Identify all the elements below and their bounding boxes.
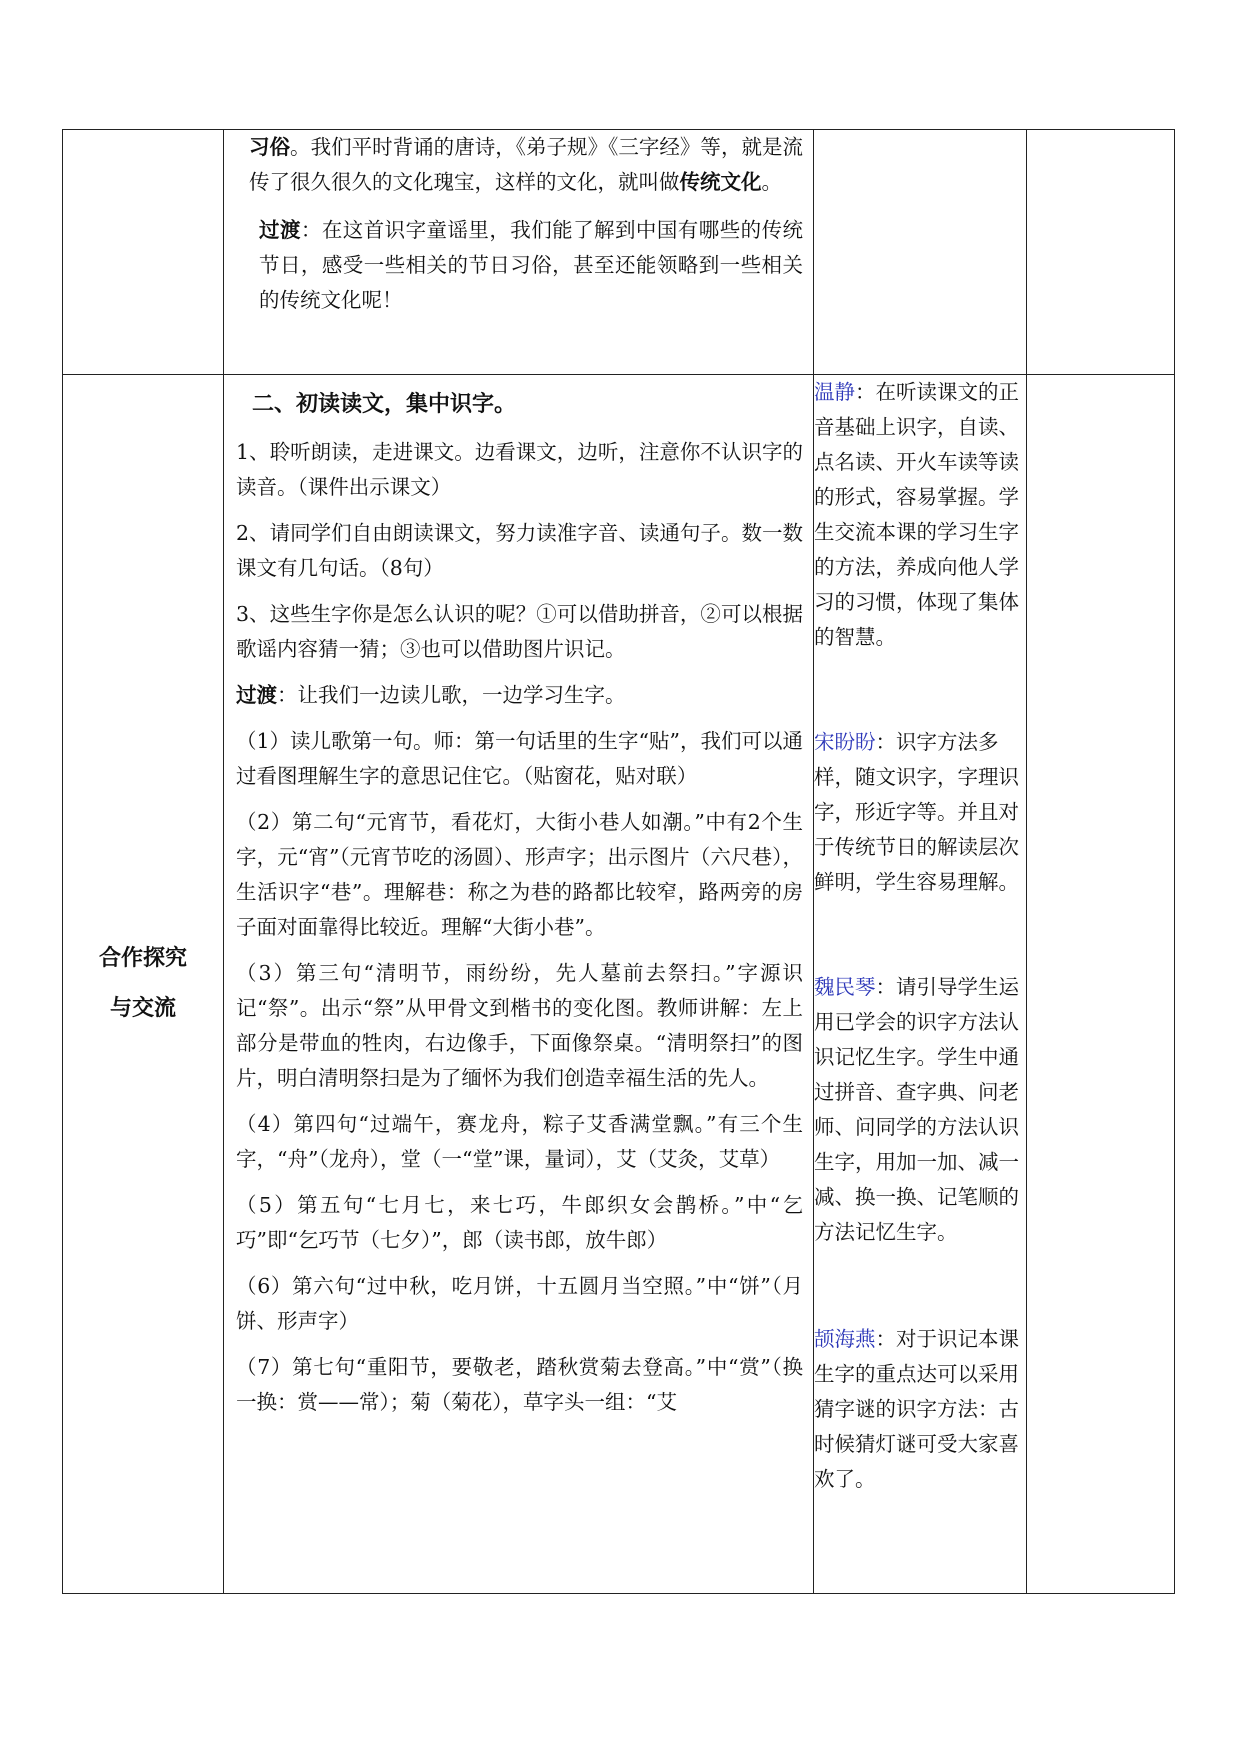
label-cell-empty xyxy=(63,130,224,375)
lesson-plan-table xyxy=(62,129,1175,1594)
sentence-item: （2）第二句“元宵节，看花灯，大街小巷人如潮。”中有2个生字，元“宵”（元宵节吃的汤圆）、形声字；出示图片（六尺巷），生活识字“巷”。理解巷：称之为巷的路都比较窄，路两旁的房子面对面靠得比较近。理解“大街小巷”。 xyxy=(236,810,803,939)
transition-paragraph xyxy=(236,678,803,713)
section-label-cell xyxy=(63,375,224,1594)
sentence-item: （6）第六句“过中秋，吃月饼，十五圆月当空照。”中“饼”（月饼、形声字） xyxy=(236,1274,803,1333)
bold-term: 习俗 xyxy=(249,135,291,159)
comment-cell-empty xyxy=(814,130,1027,375)
comment xyxy=(814,1322,1026,1497)
comment xyxy=(814,970,1026,1250)
transition-text: ：在这首识字童谣里，我们能了解到中国有哪些的传统节日，感受一些相关的节日习俗，甚至还能领略到一些相关的传统文化呢！ xyxy=(259,218,804,312)
comment-text: ：对于识记本课生字的重点达可以采用猜字谜的识字方法：古时候猜灯谜可受大家喜欢了。 xyxy=(814,1327,1019,1491)
content-cell xyxy=(224,130,814,375)
extra-cell-empty xyxy=(1027,130,1175,375)
list-item: 2、请同学们自由朗读课文，努力读准字音、读通句子。数一数课文有几句话。（8句） xyxy=(236,521,803,580)
sentence-item: （4）第四句“过端午，赛龙舟，粽子艾香满堂飘。”有三个生字，“舟”（龙舟），堂（一“堂”课，量词），艾（艾灸，艾草） xyxy=(236,1112,803,1171)
commenter-name: 颉海燕 xyxy=(814,1327,876,1351)
commenter-name: 魏民琴 xyxy=(814,975,876,999)
section-label-line2: 与交流 xyxy=(109,996,176,1021)
comment xyxy=(814,375,1026,655)
content-cell xyxy=(224,375,814,1594)
section-label-line1: 合作探究 xyxy=(98,946,187,971)
list-item: 3、这些生字你是怎么认识的呢？①可以借助拼音，②可以根据歌谣内容猜一猜；③也可以借助图片识记。 xyxy=(236,602,803,661)
table-row xyxy=(63,375,1175,1594)
comment xyxy=(814,725,1026,900)
sentence-item: （7）第七句“重阳节，要敬老，踏秋赏菊去登高。”中“赏”（换一换：赏——常）；菊（菊花），草字头一组：“艾 xyxy=(236,1355,803,1414)
paragraph-tail: 。 xyxy=(761,170,782,194)
transition-paragraph xyxy=(249,213,803,318)
comment-cell xyxy=(814,375,1027,1594)
comment-text: ：在听读课文的正音基础上识字，自读、点名读、开火车读等读的形式，容易掌握。学生交流本课的学习生字的方法，养成向他人学习的习惯，体现了集体的智慧。 xyxy=(814,380,1019,649)
sentence-item: （1）读儿歌第一句。师：第一句话里的生字“贴”，我们可以通过看图理解生字的意思记住它。（贴窗花，贴对联） xyxy=(236,729,804,788)
table-row xyxy=(63,130,1175,375)
list-item: 1、聆听朗读，走进课文。边看课文，边听，注意你不认识字的读音。（课件出示课文） xyxy=(236,440,803,499)
sentence-item: （5）第五句“七月七，来七巧，牛郎织女会鹊桥。”中“乞巧”即“乞巧节（七夕）”，郎（读书郎，放牛郎） xyxy=(236,1193,803,1252)
transition-text: ：让我们一边读儿歌，一边学习生字。 xyxy=(277,683,626,707)
extra-cell-empty xyxy=(1027,375,1175,1594)
paragraph-text: 。我们平时背诵的唐诗，《弟子规》《三字经》等，就是流传了很久很久的文化瑰宝，这样的文化，就叫做 xyxy=(249,135,804,194)
sentence-item: （3）第三句“清明节，雨纷纷，先人墓前去祭扫。”字源识记“祭”。出示“祭”从甲骨文到楷书的变化图。教师讲解：左上部分是带血的牲肉，右边像手，下面像祭桌。“清明祭扫”的图片，明白清明祭扫是为了缅怀为我们创造幸福生活的先人。 xyxy=(236,961,803,1090)
comment-text: ：识字方法多样，随文识字，字理识字，形近字等。并且对于传统节日的解读层次鲜明，学生容易理解。 xyxy=(814,730,1019,894)
transition-label: 过渡 xyxy=(259,218,301,242)
commenter-name: 宋盼盼 xyxy=(814,730,876,754)
bold-term: 传统文化 xyxy=(679,170,762,194)
commenter-name: 温静 xyxy=(814,380,855,404)
section-heading: 二、初读读文，集中识字。 xyxy=(252,391,517,417)
comment-text: ：请引导学生运用已学会的识字方法认识记忆生字。学生中通过拼音、查字典、问老师、问同学的方法认识生字，用加一加、减一减、换一换、记笔顺的方法记忆生字。 xyxy=(814,975,1019,1244)
transition-label: 过渡 xyxy=(236,683,277,707)
culture-paragraph xyxy=(249,130,803,200)
